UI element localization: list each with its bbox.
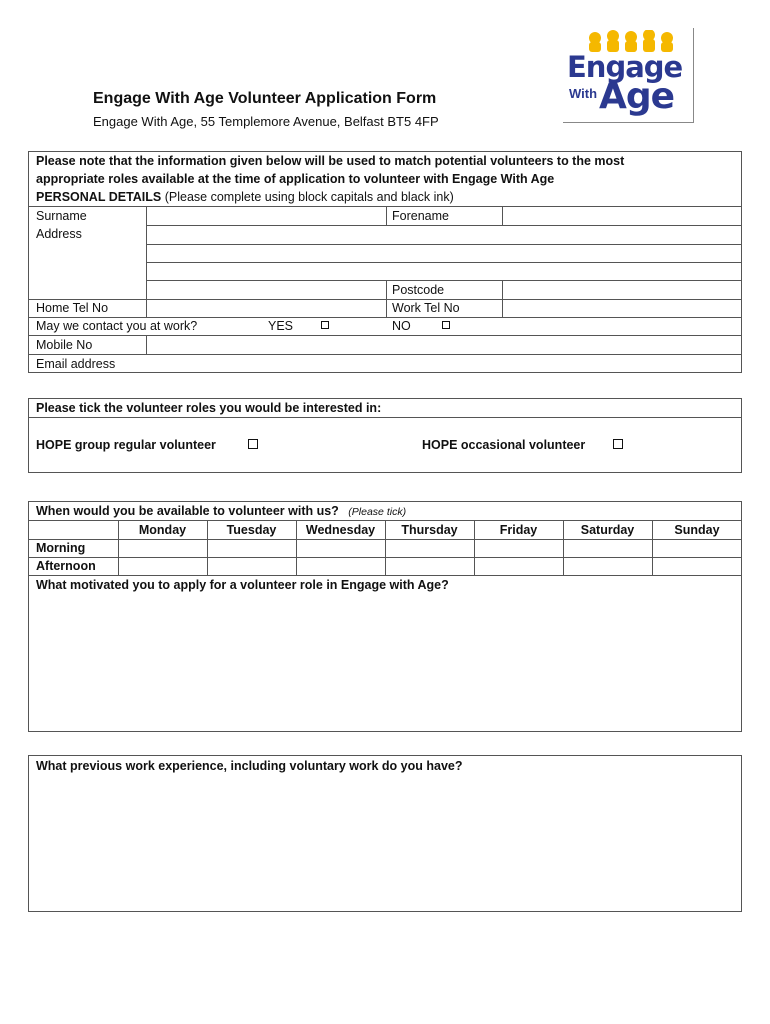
surname-label: Surname	[36, 209, 87, 223]
personal-details-heading	[36, 189, 454, 205]
logo-age-text: Age	[599, 76, 675, 117]
email-field[interactable]	[148, 355, 740, 372]
mobile-field[interactable]	[148, 336, 740, 353]
role-regular-label: HOPE group regular volunteer	[36, 438, 216, 452]
home-tel-label: Home Tel No	[36, 301, 109, 315]
postcode-field[interactable]	[504, 281, 740, 298]
cell-monday-morning[interactable]	[119, 540, 206, 556]
row-afternoon: Afternoon	[36, 559, 96, 573]
cell-sunday-afternoon[interactable]	[653, 558, 740, 574]
people-silhouettes-icon	[585, 30, 685, 52]
personal-details-hint: (Please complete using block capitals and black ink)	[161, 190, 454, 204]
cell-saturday-morning[interactable]	[564, 540, 651, 556]
work-tel-field[interactable]	[504, 300, 740, 316]
cell-friday-morning[interactable]	[475, 540, 562, 556]
contact-at-work-label: May we contact you at work?	[36, 319, 198, 333]
cell-sunday-morning[interactable]	[653, 540, 740, 556]
day-thursday: Thursday	[401, 523, 458, 537]
role-regular-checkbox[interactable]	[248, 439, 258, 449]
availability-question: When would you be available to volunteer with us?	[36, 504, 339, 518]
personal-details-label: PERSONAL DETAILS	[36, 190, 162, 204]
day-wednesday: Wednesday	[305, 523, 376, 537]
role-occasional-label: HOPE occasional volunteer	[422, 438, 586, 452]
cell-thursday-morning[interactable]	[386, 540, 473, 556]
mobile-label: Mobile No	[36, 338, 93, 352]
availability-heading	[36, 503, 406, 520]
forename-label: Forename	[392, 209, 449, 223]
row-morning: Morning	[36, 541, 86, 555]
availability-hint: (Please tick)	[348, 506, 407, 518]
cell-saturday-afternoon[interactable]	[564, 558, 651, 574]
day-saturday: Saturday	[580, 523, 635, 537]
experience-answer-area[interactable]	[30, 776, 740, 910]
address-label: Address	[36, 227, 82, 241]
work-tel-label: Work Tel No	[392, 301, 460, 315]
contact-no-checkbox[interactable]	[442, 321, 450, 329]
logo-engage-text: Engage	[567, 50, 683, 84]
motivation-answer-area[interactable]	[30, 595, 740, 730]
cell-thursday-afternoon[interactable]	[386, 558, 473, 574]
day-sunday: Sunday	[674, 523, 720, 537]
engage-with-age-logo	[563, 28, 694, 123]
motivation-question: What motivated you to apply for a volunteer role in Engage with Age?	[36, 578, 449, 592]
day-friday: Friday	[499, 523, 538, 537]
info-note-line1: Please note that the information given below will be used to match potential volunteers to the most	[36, 154, 625, 168]
forename-field[interactable]	[504, 207, 740, 224]
logo-with-text: With	[569, 86, 598, 101]
cell-tuesday-morning[interactable]	[208, 540, 295, 556]
cell-wednesday-morning[interactable]	[297, 540, 384, 556]
day-monday: Monday	[138, 523, 187, 537]
day-tuesday: Tuesday	[226, 523, 277, 537]
form-title: Engage With Age Volunteer Application Form	[93, 90, 437, 107]
roles-heading: Please tick the volunteer roles you would be interested in:	[36, 401, 382, 415]
cell-wednesday-afternoon[interactable]	[297, 558, 384, 574]
home-tel-field[interactable]	[148, 300, 384, 316]
contact-yes-label: YES	[268, 319, 294, 333]
cell-tuesday-afternoon[interactable]	[208, 558, 295, 574]
contact-yes-checkbox[interactable]	[321, 321, 329, 329]
role-occasional-checkbox[interactable]	[613, 439, 623, 449]
cell-monday-afternoon[interactable]	[119, 558, 206, 574]
email-label: Email address	[36, 357, 116, 371]
surname-field[interactable]	[148, 207, 384, 224]
organisation-address: Engage With Age, 55 Templemore Avenue, Belfast BT5 4FP	[93, 114, 439, 129]
experience-question: What previous work experience, including voluntary work do you have?	[36, 759, 463, 773]
info-note-line2: appropriate roles available at the time of application to volunteer with Engage With Age	[36, 172, 555, 186]
cell-friday-afternoon[interactable]	[475, 558, 562, 574]
postcode-label: Postcode	[392, 283, 445, 297]
contact-no-label: NO	[392, 319, 411, 333]
